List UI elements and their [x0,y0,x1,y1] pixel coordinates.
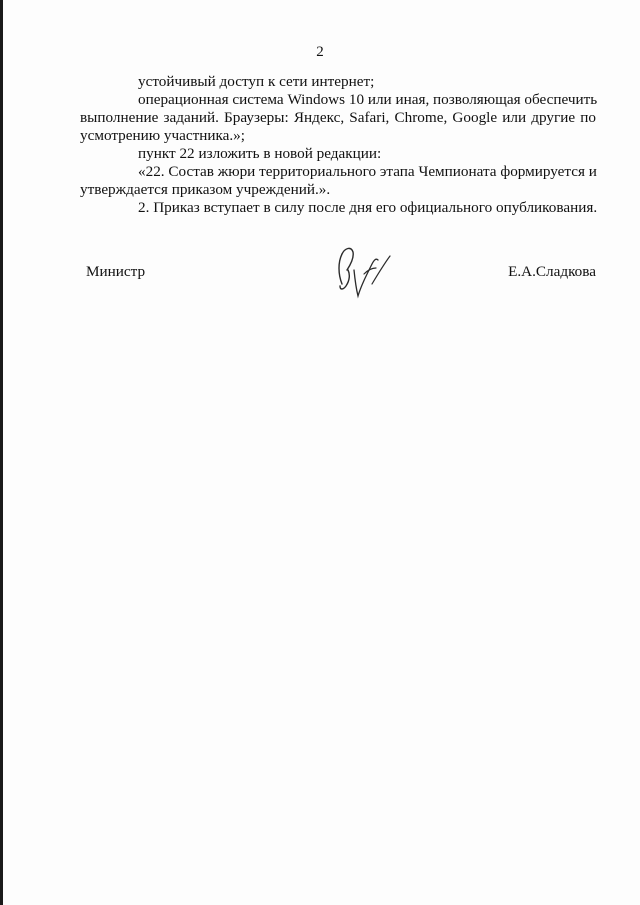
signatory-role: Министр [86,263,146,280]
text-line: «22. Состав жюри территориального этапа Чемпионата формируется и [138,163,597,180]
text-line: устойчивый доступ к сети интернет; [138,73,375,90]
text-line: утверждается приказом учреждений.». [80,181,331,198]
text-line: усмотрению участника.»; [80,127,246,144]
text-line: пункт 22 изложить в новой редакции: [138,145,382,162]
text-line: выполнение заданий. Браузеры: Яндекс, Safari, Chrome, Google или другие по [80,109,596,126]
text-line: 2. Приказ вступает в силу после дня его официального опубликования. [138,199,598,216]
scan-border [0,0,3,905]
text-line: операционная система Windows 10 или иная, позволяющая обеспечить [138,91,598,108]
signatory-name: Е.А.Сладкова [508,263,596,280]
page-number: 2 [316,44,324,60]
handwritten-signature-icon [328,240,398,302]
